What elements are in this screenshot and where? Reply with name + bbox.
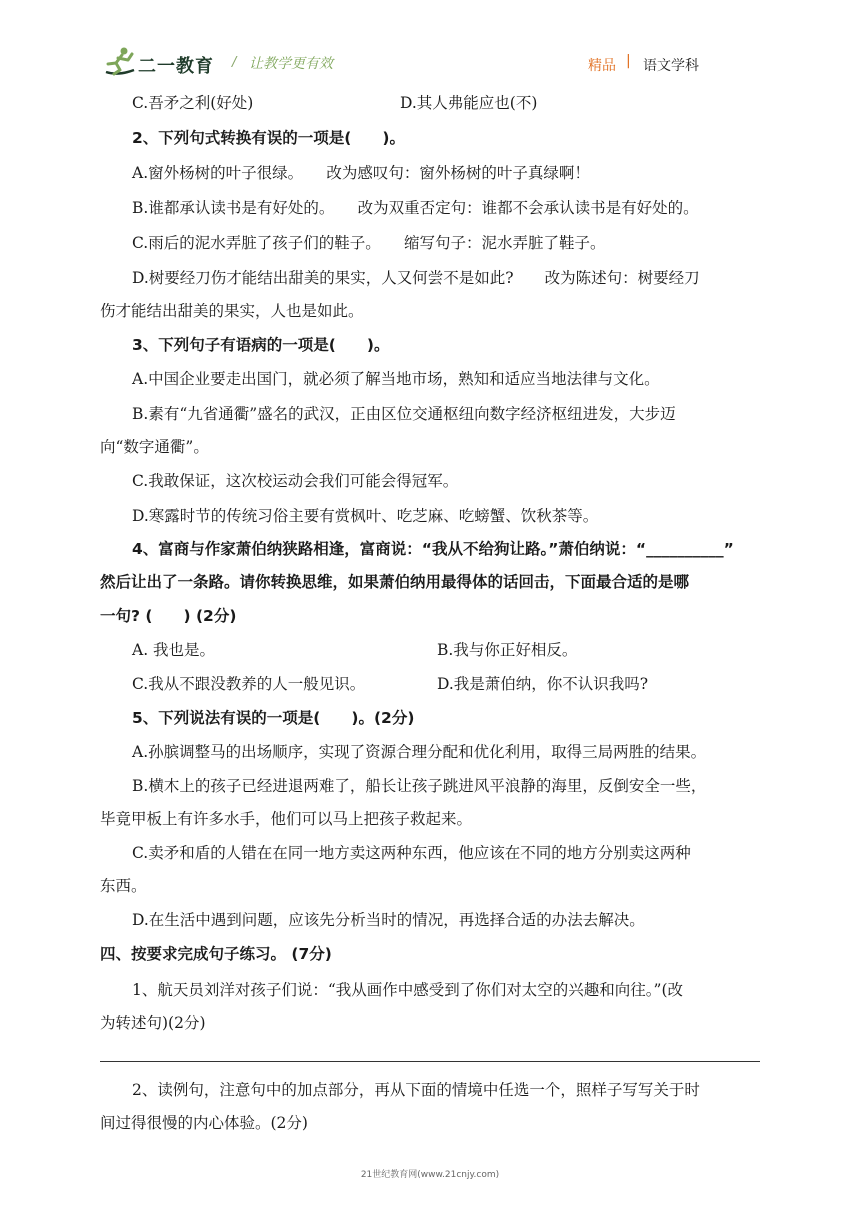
option-text: A.中国企业要走出国门，就必须了解当地市场，熟知和适应当地法律与文化。 xyxy=(132,370,660,388)
question-title: 5、下列说法有误的一项是( )。(2分) xyxy=(132,709,415,727)
section-title: 四、按要求完成句子练习。 (7分) xyxy=(100,945,332,963)
question-title: 3、下列句子有语病的一项是( )。 xyxy=(132,336,390,354)
option-text: C.卖矛和盾的人错在在同一地方卖这两种东西，他应该在不同的地方分别卖这两种 xyxy=(132,844,691,862)
option-text: D.寒露时节的传统习俗主要有赏枫叶、吃芝麻、吃螃蟹、饮秋茶等。 xyxy=(132,507,599,525)
question-title: 4、富商与作家萧伯纳狭路相逢，富商说：“我从不给狗让路。”萧伯纳说：“__________” xyxy=(132,540,734,558)
header-separator: | xyxy=(626,53,631,69)
question-title: 2、下列句式转换有误的一项是( )。 xyxy=(132,129,405,147)
option-text: 东西。 xyxy=(100,877,147,895)
option-text: 向“数字通衢”。 xyxy=(100,438,209,456)
question-text: 间过得很慢的内心体验。(2分) xyxy=(100,1114,308,1132)
option-text: D.树要经刀伤才能结出甜美的果实，人又何尝不是如此? 改为陈述句：树要经刀 xyxy=(132,269,700,287)
quality-badge: 精品 xyxy=(588,58,616,74)
option-text: A. 我也是。 xyxy=(132,641,216,659)
option-text: C.我敢保证，这次校运动会我们可能会得冠军。 xyxy=(132,472,459,490)
subject-label: 语文学科 xyxy=(643,58,699,74)
option-text: C.雨后的泥水弄脏了孩子们的鞋子。 缩写句子：泥水弄脏了鞋子。 xyxy=(132,234,606,252)
logo-text: 二一教育 xyxy=(138,56,214,77)
option-text: C.吾矛之利(好处) xyxy=(132,94,254,112)
question-title: 然后让出了一条路。请你转换思维，如果萧伯纳用最得体的话回击，下面最合适的是哪 xyxy=(100,573,690,591)
question-title: 一句? ( ) (2分) xyxy=(100,607,237,625)
question-text: 为转述句)(2分) xyxy=(100,1014,206,1032)
answer-line[interactable] xyxy=(100,1061,760,1062)
question-text: 1、航天员刘洋对孩子们说：“我从画作中感受到了你们对太空的兴趣和向往。”(改 xyxy=(132,981,684,999)
option-text: A.孙膑调整马的出场顺序，实现了资源合理分配和优化利用，取得三局两胜的结果。 xyxy=(132,743,707,761)
option-text: B.我与你正好相反。 xyxy=(437,641,578,659)
option-text: D.在生活中遇到问题，应该先分析当时的情况，再选择合适的办法去解决。 xyxy=(132,911,645,929)
option-text: B.谁都承认读书是有好处的。 改为双重否定句：谁都不会承认读书是有好处的。 xyxy=(132,199,699,217)
option-text: D.我是萧伯纳，你不认识我吗? xyxy=(437,675,649,693)
option-text: B.横木上的孩子已经进退两难了，船长让孩子跳进风平浪静的海里，反倒安全一些， xyxy=(132,777,707,795)
page-header xyxy=(0,0,860,90)
question-text: 2、读例句，注意句中的加点部分，再从下面的情境中任选一个，照样子写写关于时 xyxy=(132,1081,700,1099)
option-text: 伤才能结出甜美的果实，人也是如此。 xyxy=(100,302,364,320)
option-text: D.其人弗能应也(不) xyxy=(400,94,538,112)
running-figure-icon xyxy=(104,46,138,78)
option-text: 毕竟甲板上有许多水手，他们可以马上把孩子救起来。 xyxy=(100,810,473,828)
slogan-separator: / xyxy=(232,55,237,70)
slogan: 让教学更有效 xyxy=(249,56,333,72)
option-text: C.我从不跟没教养的人一般见识。 xyxy=(132,675,366,693)
option-text: A.窗外杨树的叶子很绿。 改为感叹句：窗外杨树的叶子真绿啊！ xyxy=(132,164,590,182)
page-footer: 21世纪教育网(www.21cnjy.com) xyxy=(360,1170,500,1180)
option-text: B.素有“九省通衢”盛名的武汉，正由区位交通枢纽向数字经济枢纽进发，大步迈 xyxy=(132,405,676,423)
logo xyxy=(104,46,224,82)
